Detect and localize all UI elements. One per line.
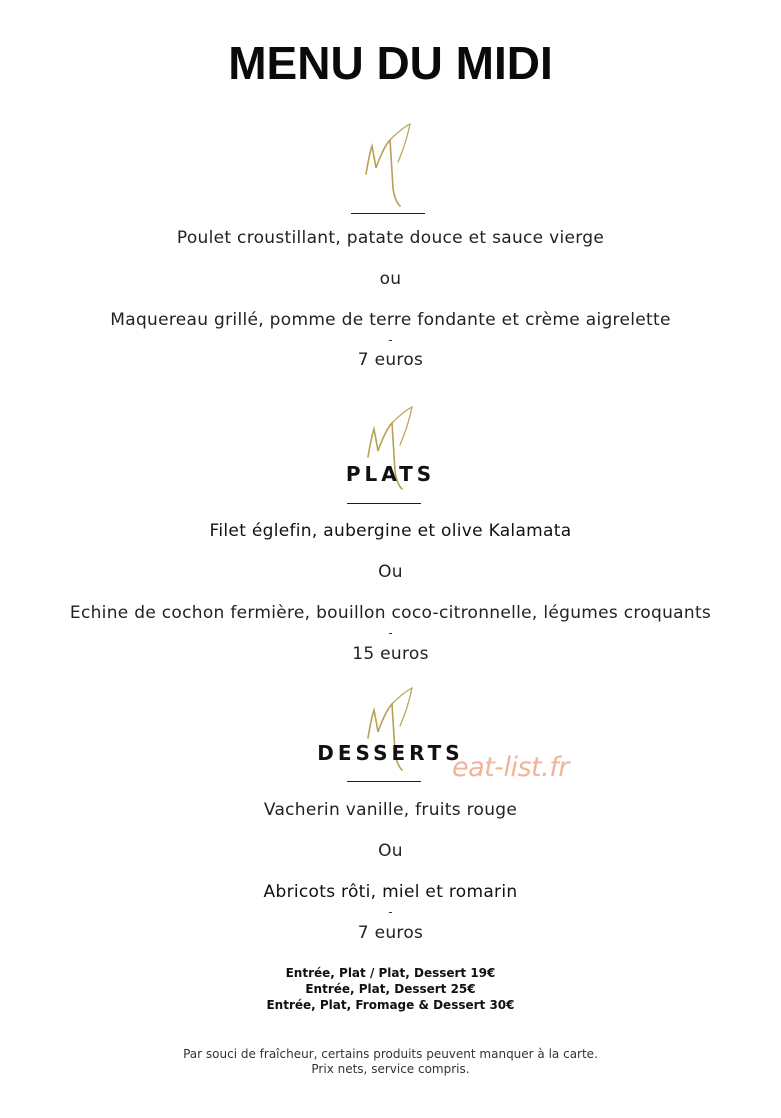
divider [347,781,421,782]
entree-item-1: Poulet croustillant, patate douce et sauce vierge [176,228,605,248]
dessert-or: Ou [378,841,403,861]
plat-item-1: Filet églefin, aubergine et olive Kalamata [209,521,572,541]
entree-or: ou [379,269,402,289]
entree-item-2: Maquereau grillé, pomme de terre fondante et crème aigrelette [110,310,671,330]
page-title: MENU DU MIDI [228,37,553,89]
divider [351,213,425,214]
formula-line: Entrée, Plat / Plat, Dessert 19€ [285,966,496,980]
formula-line: Entrée, Plat, Dessert 25€ [305,982,476,996]
footer-note: Prix nets, service compris. [311,1062,470,1076]
section-heading-plats: PLATS [345,462,436,486]
watermark: eat-list.fr [452,752,569,783]
dessert-dash: - [388,905,393,919]
formula-line: Entrée, Plat, Fromage & Dessert 30€ [266,998,515,1012]
divider [347,503,421,504]
entree-price: 7 euros [357,350,424,370]
plat-item-2: Echine de cochon fermière, bouillon coco-citronnelle, légumes croquants [69,603,712,623]
footer-note: Par souci de fraîcheur, certains produits peuvent manquer à la carte. [183,1047,598,1061]
dessert-item-2: Abricots rôti, miel et romarin [263,882,518,902]
section-heading-desserts: DESSERTS [317,741,464,765]
entree-dash: - [388,333,393,347]
monogram-m-logo-icon [360,122,416,208]
plat-dash: - [388,626,393,640]
plat-or: Ou [378,562,403,582]
plat-price: 15 euros [352,644,429,664]
dessert-item-1: Vacherin vanille, fruits rouge [263,800,518,820]
dessert-price: 7 euros [357,923,424,943]
